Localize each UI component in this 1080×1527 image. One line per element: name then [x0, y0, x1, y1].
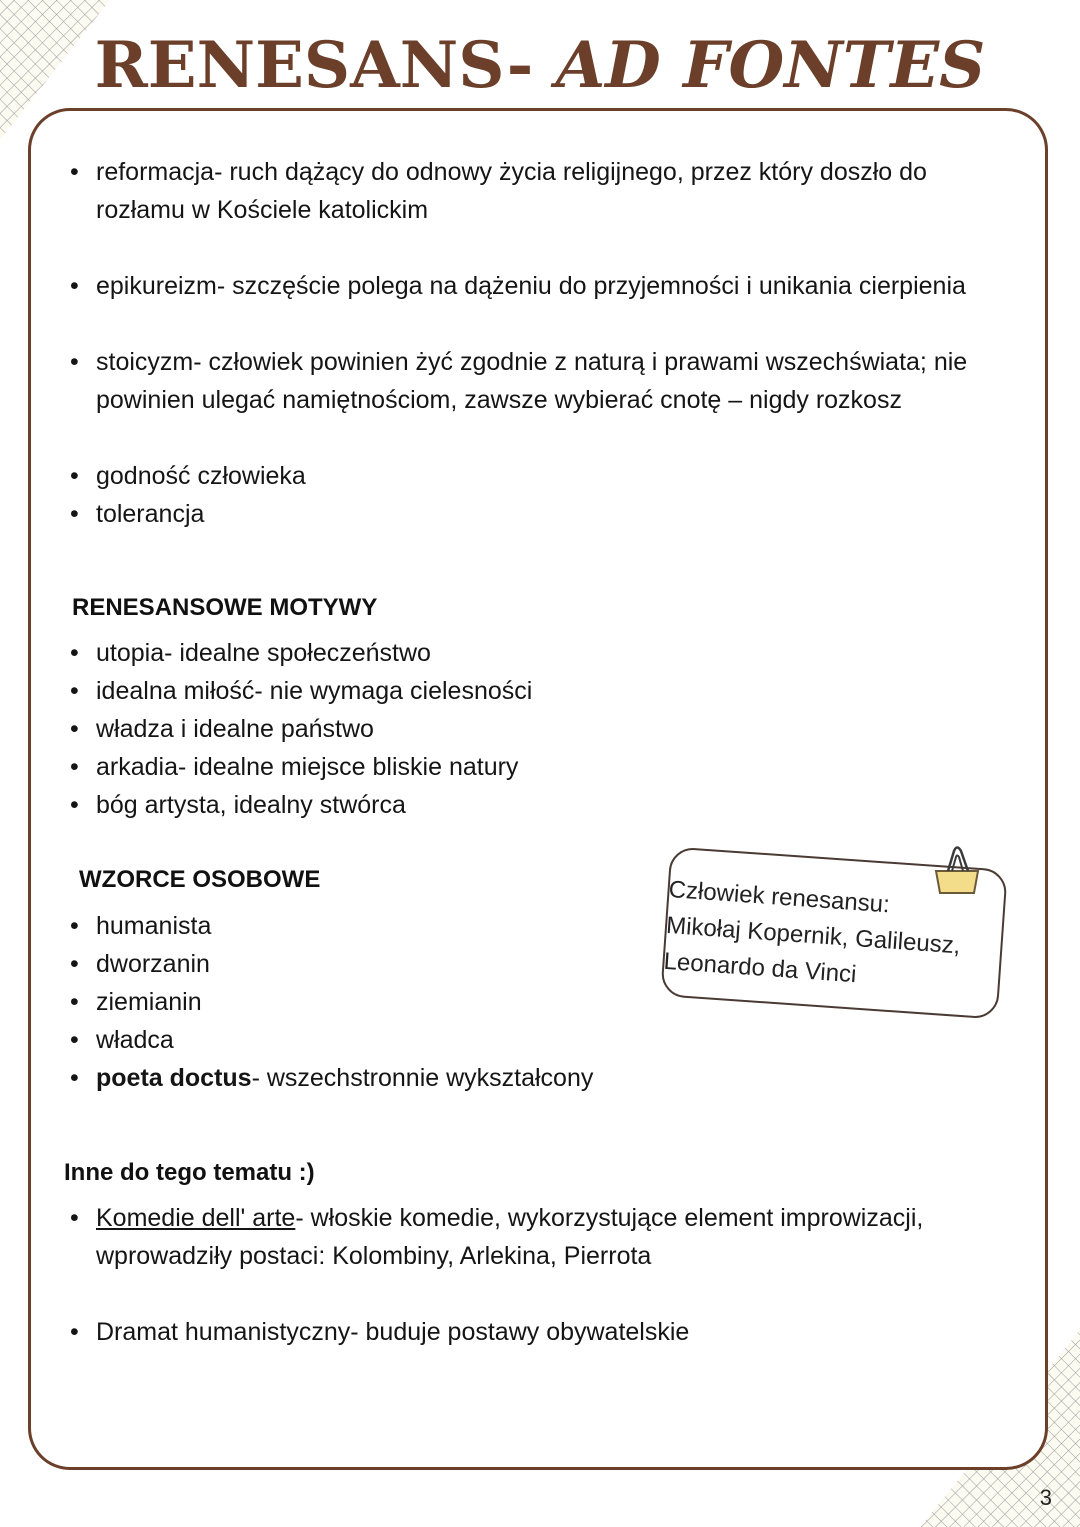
models-heading: WZORCE OSOBOWE	[79, 866, 321, 893]
list-item: • godność człowieka	[70, 457, 1020, 495]
motifs-heading: RENESANSOWE MOTYWY	[72, 594, 378, 621]
list-item: • idealna miłość- nie wymaga cielesności	[70, 672, 770, 710]
intro-list	[70, 153, 1020, 229]
other-list	[70, 1313, 1020, 1351]
intro-list	[70, 343, 1020, 419]
other-list	[70, 1199, 1020, 1275]
commedia-description: - włoskie komedie, wykorzystujące element improwizacji, wprowadziły postaci: Kolombiny, Arlekina, Pierrota	[96, 1204, 924, 1270]
list-item	[70, 1059, 670, 1097]
list-item: • humanista	[70, 907, 670, 945]
list-item: • stoicyzm- człowiek powinien żyć zgodnie z naturą i prawami wszechświata; nie powinien ulegać namiętnościom, zawsze wybierać cnotę – nigdy rozkosz	[70, 343, 1020, 419]
intro-list	[70, 457, 1020, 533]
poeta-doctus-term: poeta doctus	[96, 1064, 252, 1092]
list-item: • dworzanin	[70, 945, 670, 983]
list-item: • władca	[70, 1021, 670, 1059]
list-item: • epikureizm- szczęście polega na dążeniu do przyjemności i unikania cierpienia	[70, 267, 1020, 305]
poeta-doctus-definition: - wszechstronnie wykształcony	[251, 1064, 594, 1092]
note-line-2: Mikołaj Kopernik, Galileusz,	[665, 911, 962, 960]
note-line-3: Leonardo da Vinci	[662, 947, 858, 989]
models-list	[70, 907, 670, 1097]
note-line-1: Człowiek renesansu:	[667, 875, 891, 919]
list-item: • bóg artysta, idealny stwórca	[70, 786, 770, 824]
other-heading: Inne do tego tematu :)	[64, 1159, 315, 1186]
list-item: • władza i idealne państwo	[70, 710, 770, 748]
list-item: • tolerancja	[70, 495, 1020, 533]
list-item: • arkadia- idealne miejsce bliskie natury	[70, 748, 770, 786]
page-title	[0, 28, 1080, 103]
paper-clip-icon	[930, 845, 986, 897]
motifs-list	[70, 634, 770, 824]
title-part-2: AD FONTES	[555, 28, 986, 103]
list-item	[70, 1199, 1020, 1275]
list-item: • utopia- idealne społeczeństwo	[70, 634, 770, 672]
intro-list	[70, 267, 1020, 305]
commedia-link: Komedie dell' arte	[96, 1204, 296, 1232]
list-item: • reformacja- ruch dążący do odnowy życia religijnego, przez który doszło do rozłamu w Kościele katolickim	[70, 153, 1020, 229]
page-number: 3	[1039, 1485, 1052, 1510]
list-item: • ziemianin	[70, 983, 670, 1021]
list-item: • Dramat humanistyczny- buduje postawy obywatelskie	[70, 1313, 1020, 1351]
title-part-1: RENESANS-	[94, 28, 556, 103]
